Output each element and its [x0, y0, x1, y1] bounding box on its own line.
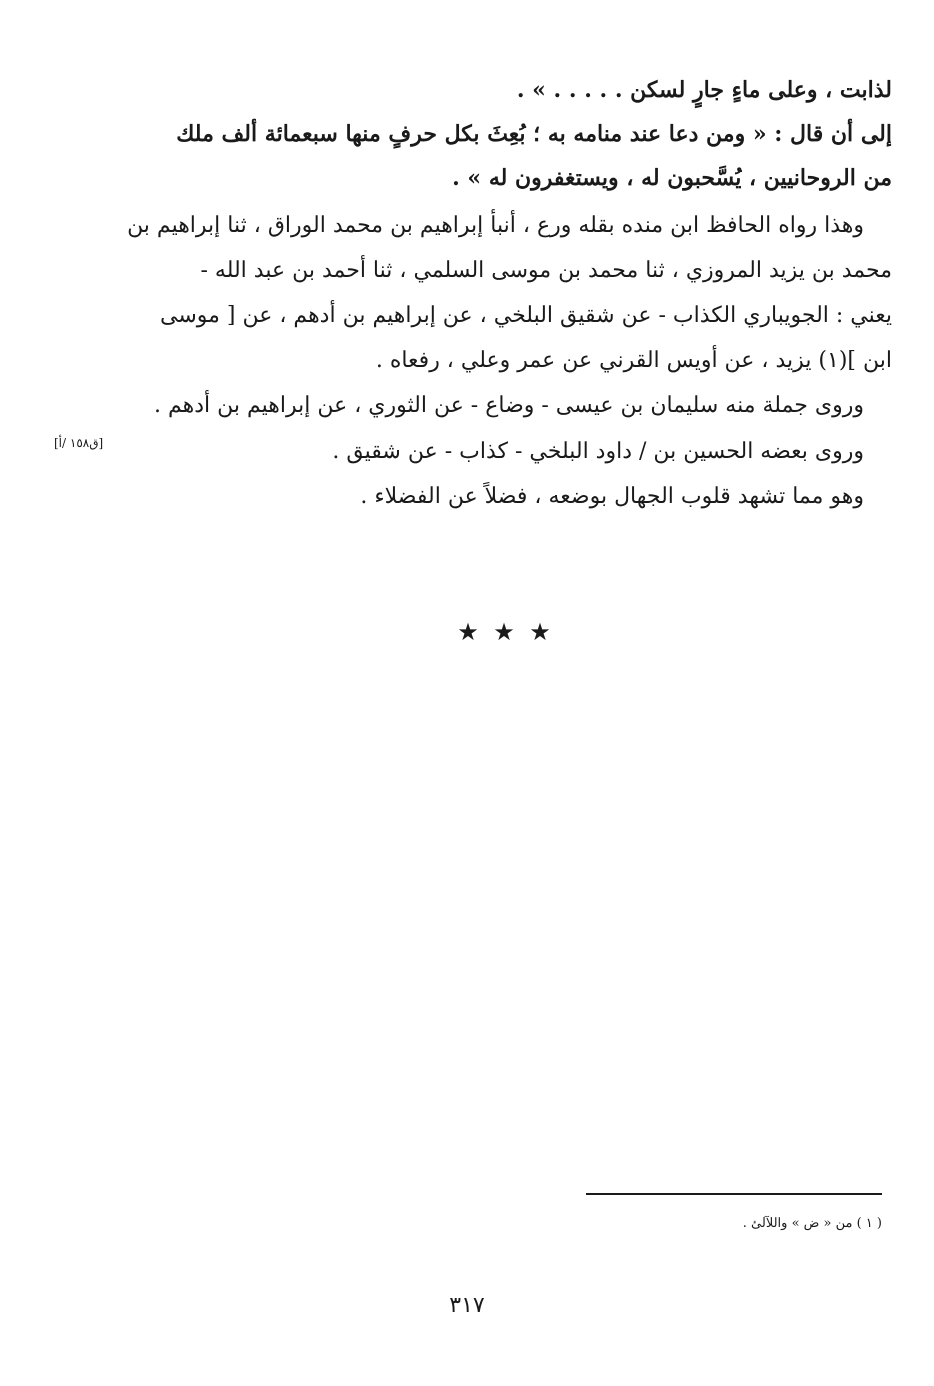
- text-line-2: إلى أن قال : « ومن دعا عند منامه به ؛ بُعِثَ بكل حرفٍ منها سبعمائة ألف ملك: [176, 121, 892, 147]
- footnote-divider: [586, 1193, 882, 1195]
- text-line-9: وروى بعضه الحسين بن / داود البلخي - كذاب - عن شقيق .: [332, 439, 864, 464]
- text-line-4: وهذا رواه الحافظ ابن منده بقله ورع ، أنبأ إبراهيم بن محمد الوراق ، ثنا إبراهيم بن: [127, 213, 864, 238]
- text-line-5: محمد بن يزيد المروزي ، ثنا محمد بن موسى السلمي ، ثنا أحمد بن عبد الله -: [200, 258, 892, 283]
- star-icon: ★: [493, 618, 515, 646]
- text-line-6: يعني : الجويباري الكذاب - عن شقيق البلخي ، عن إبراهيم بن أدهم ، عن [ موسى: [159, 303, 892, 328]
- text-line-1: لذابت ، وعلى ماءٍ جارٍ لسكن . . . . . » .: [516, 77, 892, 103]
- footnote: ( ١ ) من « ض » واللآلئ .: [742, 1216, 882, 1231]
- section-separator: [454, 617, 554, 647]
- star-icon: ★: [529, 618, 551, 646]
- text-line-10: وهو مما تشهد قلوب الجهال بوضعه ، فضلاً عن الفضلاء .: [360, 484, 864, 509]
- text-line-7: ابن ](١) يزيد ، عن أويس القرني عن عمر وعلي ، رفعاه .: [375, 348, 892, 373]
- text-line-8: وروى جملة منه سليمان بن عيسى - وضاع - عن الثوري ، عن إبراهيم بن أدهم .: [153, 393, 864, 418]
- margin-folio-note: [ق١٥٨ /أ]: [54, 436, 104, 450]
- star-icon: ★: [457, 618, 479, 646]
- text-line-3: من الروحانيين ، يُسَّحبون له ، ويستغفرون له » .: [452, 165, 892, 191]
- page-number: ٣١٧: [449, 1293, 485, 1318]
